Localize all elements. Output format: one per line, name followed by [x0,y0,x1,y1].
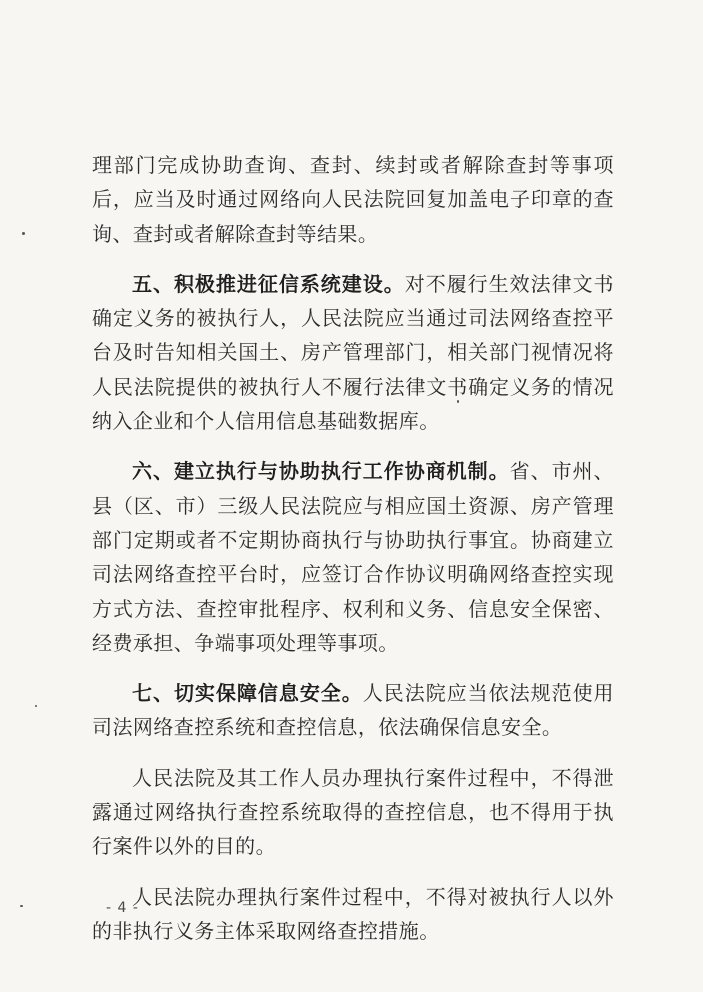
scan-speck [20,905,23,907]
section-heading: 五、积极推进征信系统建设。 [132,271,405,296]
paragraph-text: 理部门完成协助查询、查封、续封或者解除查封等事项后，应当及时通过网络向人民法院回复加盖电子印章的查询、查封或者解除查封等结果。 [92,153,614,246]
section-heading: 七、切实保障信息安全。 [132,681,363,706]
paragraph-section-6 [92,454,614,660]
paragraph-text: 人民法院办理执行案件过程中，不得对被执行人以外的非执行义务主体采取网络查控措施。 [92,884,614,943]
document-body [92,148,614,948]
paragraph-section-5 [92,267,614,438]
paragraph-restriction [92,880,614,949]
scan-speck [35,705,37,707]
paragraph-text: 人民法院应当依法规范使用司法网络查控系统和查控信息，依法确保信息安全。 [92,681,615,740]
paragraph-section-7 [92,676,614,745]
scan-speck [22,232,25,235]
page-number: - 4 - [106,900,139,916]
paragraph-text: 人民法院及其工作人员办理执行案件过程中，不得泄露通过网络执行查控系统取得的查控信息，也不得用于执行案件以外的目的。 [92,765,614,859]
paragraph-continuation [92,148,614,251]
section-heading: 六、建立执行与协助执行工作协商机制。 [132,459,510,484]
paragraph-text: 省、市州、县（区、市）三级人民法院应与相应国土资源、房产管理部门定期或者不定期协商执行与协助执行事宜。协商建立司法网络查控平台时，应签订合作协议明确网络查控实现方式方法、查控审批程序、权利和义务、信息安全保密、经费承担、争端事项处理等事项。 [92,459,614,655]
paragraph-text: 对不履行生效法律文书确定义务的被执行人，人民法院应当通过司法网络查控平台及时告知相关国土、房产管理部门，相关部门视情况将人民法院提供的被执行人不履行法律文书确定义务的情况纳入企业和个人信用信息基础数据库。 [92,271,614,434]
scan-speck [457,400,459,403]
paragraph-confidentiality [92,761,614,864]
